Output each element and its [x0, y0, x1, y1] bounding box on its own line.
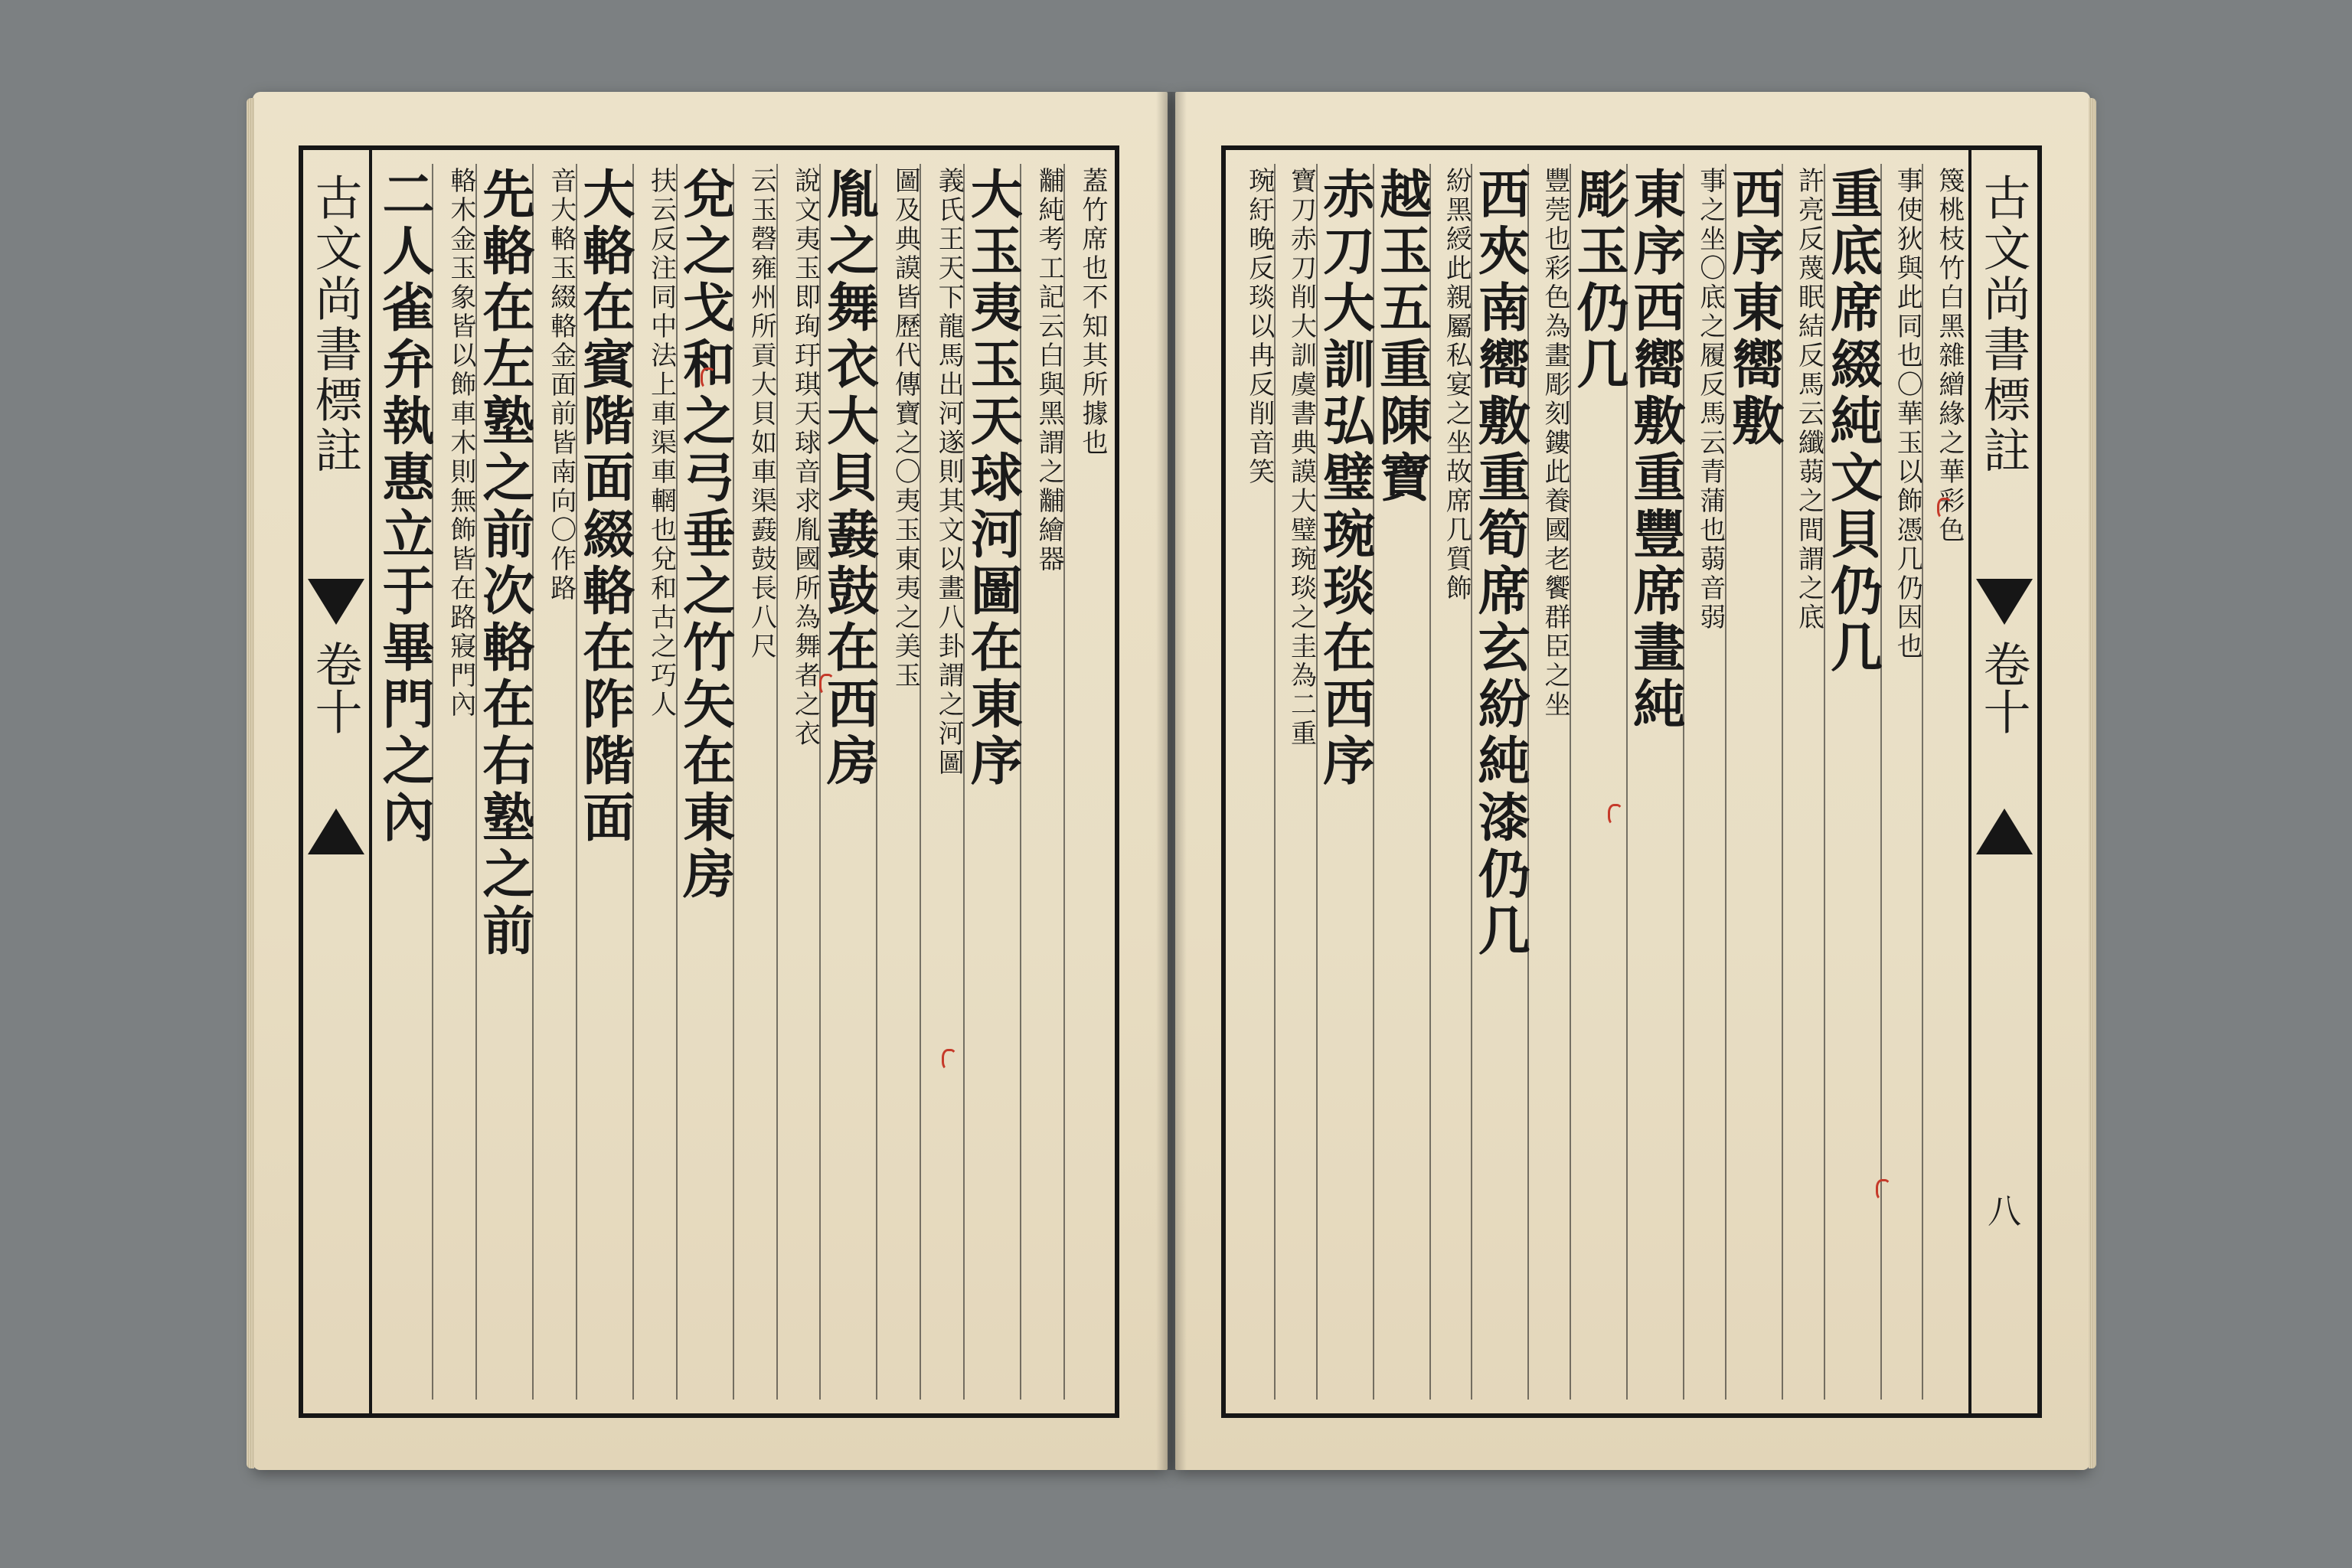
- red-annotation-mark: [1937, 498, 1952, 519]
- text-column: 重底席綴純文貝仍几: [1824, 164, 1880, 1400]
- text-column: 二人雀弁執惠立于畢門之內: [373, 167, 435, 847]
- text-column: 圖及典謨皆歷代傳寶之〇夷玉東夷之美玉: [876, 164, 920, 1400]
- text-column: 胤之舞衣大貝鼖鼓在西房: [819, 164, 876, 1400]
- text-column: 云玉磬雍州所貢大貝如車渠鼖鼓長八尺: [733, 164, 776, 1400]
- left-page: [253, 92, 1168, 1470]
- text-column: 黼純考工記云白與黑謂之黼繪器: [1020, 164, 1063, 1400]
- fish-tail-mark-top: [1976, 579, 2033, 625]
- red-annotation-mark: [819, 674, 835, 695]
- open-book: [253, 92, 2090, 1485]
- text-column: 寶刀赤刀削大訓虞書典謨大璧琬琰之圭為二重: [1274, 164, 1316, 1400]
- running-title: 古文尚書標註: [307, 173, 363, 476]
- text-column: 大輅在賓階面綴輅在阼階面: [576, 164, 632, 1400]
- text-column: 豐莞也彩色為畫彫刻鏤此養國老饗群臣之坐: [1527, 164, 1570, 1400]
- left-page-columns: [373, 164, 1108, 1400]
- text-column: 越玉五重陳寶: [1373, 164, 1429, 1400]
- right-page-columns: [1233, 164, 1964, 1400]
- text-column: 事之坐〇底之履反馬云青蒲也蒻音弱: [1683, 164, 1725, 1400]
- text-column: 西夾南嚮敷重筍席玄紛純漆仍几: [1471, 164, 1527, 1400]
- text-column: 琬紆晚反琰以冉反削音笑: [1243, 167, 1275, 487]
- text-column: 兌之戈和之弓垂之竹矢在東房: [676, 164, 733, 1400]
- fish-tail-mark-bottom: [308, 808, 364, 854]
- text-column: 音大輅玉綴輅金面前皆南向〇作路: [532, 164, 576, 1400]
- text-column: 西序東嚮敷: [1725, 164, 1782, 1400]
- text-column: 許亮反蔑眠結反馬云纖蒻之間謂之底: [1782, 164, 1824, 1400]
- text-column: 義氏王天下龍馬出河遂則其文以畫八卦謂之河圖: [920, 164, 963, 1400]
- text-column: 事使狄與此同也〇華玉以飾憑几仍因也: [1880, 164, 1922, 1400]
- volume-label: 卷十: [1975, 640, 2031, 735]
- text-column: 大玉夷玉天球河圖在東序: [963, 164, 1020, 1400]
- folio-number: 八: [1988, 1192, 2021, 1231]
- left-page-margin-column: [303, 150, 372, 1413]
- text-column: 彫玉仍几: [1570, 164, 1626, 1400]
- red-annotation-mark: [942, 1049, 957, 1070]
- fish-tail-mark-bottom: [1976, 808, 2033, 854]
- red-annotation-mark: [1608, 804, 1623, 825]
- text-column: 蓋竹席也不知其所據也: [1063, 164, 1107, 1400]
- book-gutter: [1156, 92, 1187, 1470]
- text-column: 先輅在左塾之前次輅在右塾之前: [475, 164, 532, 1400]
- page-edge-left: [247, 98, 254, 1468]
- text-column: 紛黑綬此親屬私宴之坐故席几質飾: [1429, 164, 1472, 1400]
- right-page-frame: [1221, 145, 2042, 1418]
- red-annotation-mark: [1876, 1179, 1891, 1200]
- right-page-margin-column: [1968, 150, 2037, 1413]
- running-title: 古文尚書標註: [1975, 173, 2031, 476]
- right-page: [1175, 92, 2090, 1470]
- volume-label: 卷十: [307, 640, 363, 735]
- page-edge-right: [2089, 98, 2096, 1468]
- text-column: 篾桃枝竹白黑雜繒緣之華彩色: [1922, 164, 1964, 1400]
- text-column: 說文夷玉即珣玗琪天球音求胤國所為舞者之衣: [776, 164, 820, 1400]
- text-column: 赤刀大訓弘璧琬琰在西序: [1316, 164, 1373, 1400]
- text-column: 扶云反注同中法上車渠車輞也兌和古之巧人: [632, 164, 676, 1400]
- text-column: 東序西嚮敷重豐席畫純: [1626, 164, 1683, 1400]
- left-page-frame: [299, 145, 1119, 1418]
- fish-tail-mark-top: [308, 579, 364, 625]
- red-annotation-mark: [701, 368, 716, 389]
- text-column: 輅木金玉象皆以飾車木則無飾皆在路寢門內: [432, 164, 475, 1400]
